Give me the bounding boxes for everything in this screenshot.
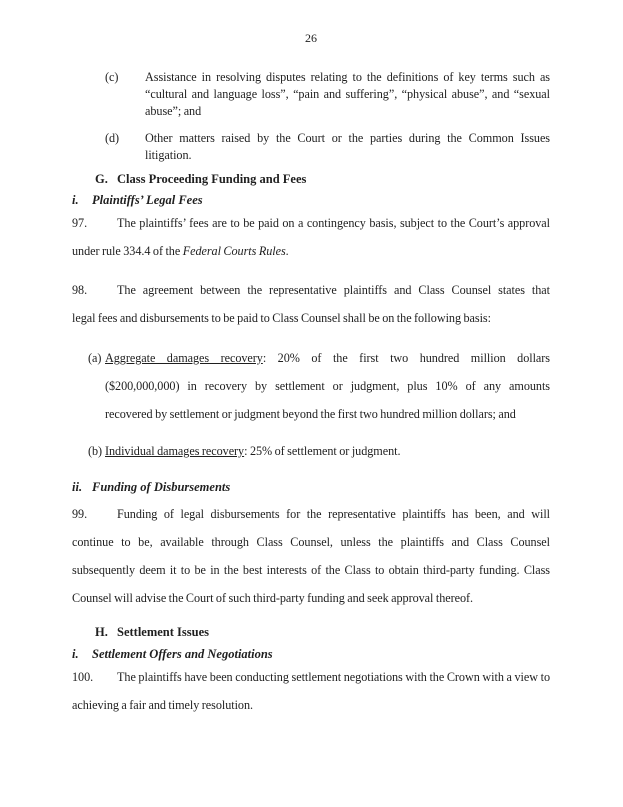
paragraph-97-number: 97. — [72, 216, 88, 230]
list-item-b-line — [88, 437, 550, 465]
list-item-c — [105, 69, 550, 120]
paragraph-100-text: The plaintiffs have been conducting settlement negotiations with the Crown with a view to — [117, 670, 550, 684]
paragraph-97-line — [72, 237, 550, 265]
paragraph-98-line: legal fees and disbursements to be paid to Class Counsel shall be on the following basis: — [72, 311, 491, 325]
list-item-a-label: (a) — [88, 351, 102, 365]
paragraph-98 — [72, 276, 550, 332]
list-item-d-text: Other matters raised by the Court or the parties during the Common Issues — [145, 131, 550, 145]
paragraph-97-citation-italic: Federal Courts Rules — [182, 244, 286, 258]
list-item-c-line — [105, 69, 550, 86]
section-heading-g-text: Class Proceeding Funding and Fees — [117, 172, 307, 186]
paragraph-100-line — [72, 663, 550, 691]
list-item-d — [105, 130, 550, 164]
section-heading-h-text: Settlement Issues — [117, 625, 210, 639]
paragraph-100 — [72, 663, 550, 719]
list-item-a — [88, 344, 550, 428]
section-heading-g — [95, 170, 550, 188]
list-item-c-label: (c) — [105, 70, 119, 84]
paragraph-99-number: 99. — [72, 507, 88, 521]
subsection-heading-settlement-offers — [72, 645, 550, 663]
paragraph-98-text: The agreement between the representative plaintiffs and Class Counsel states that — [117, 283, 550, 297]
page-number: 26 — [305, 31, 317, 45]
paragraph-97-line — [72, 209, 550, 237]
list-item-b-label: (b) — [88, 444, 103, 458]
section-heading-h-label: H. — [95, 625, 108, 639]
list-item-a-line: ($200,000,000) in recovery by settlement or judgment, plus 10% of any amounts — [105, 379, 550, 393]
paragraph-100-number: 100. — [72, 670, 94, 684]
paragraph-99-line — [72, 500, 550, 528]
paragraph-97-text: under rule 334.4 of the — [72, 244, 183, 258]
section-heading-h — [95, 623, 550, 641]
subsection-heading-plaintiffs-legal-fees-text: Plaintiffs’ Legal Fees — [92, 193, 203, 207]
list-item-b-text: : 25% of settlement or judgment. — [244, 444, 401, 458]
list-item-a-line — [88, 344, 550, 372]
subsection-heading-funding-of-disbursements-text: Funding of Disbursements — [92, 480, 231, 494]
subsection-heading-funding-of-disbursements — [72, 478, 550, 496]
paragraph-98-number: 98. — [72, 283, 88, 297]
paragraph-97 — [72, 209, 550, 265]
subsection-heading-settlement-offers-text: Settlement Offers and Negotiations — [92, 647, 273, 661]
paragraph-97-text: The plaintiffs’ fees are to be paid on a contingency basis, subject to the Court’s approval — [117, 216, 550, 230]
subsection-heading-plaintiffs-legal-fees-label: i. — [72, 193, 79, 207]
list-item-d-line: litigation. — [145, 148, 192, 162]
list-item-a-line: recovered by settlement or judgment beyond the first two hundred million dollars; and — [105, 407, 516, 421]
paragraph-99-line: subsequently deem it to be in the best interests of the Class to obtain third-party funding. Class — [72, 563, 550, 577]
paragraph-99 — [72, 500, 550, 612]
list-item-d-line — [105, 130, 550, 147]
list-item-a-underlined-term: Aggregate damages recovery — [105, 351, 263, 365]
list-item-c-text: Assistance in resolving disputes relating to the definitions of key terms such as — [145, 70, 550, 84]
paragraph-100-line: achieving a fair and timely resolution. — [72, 698, 254, 712]
paragraph-97-text: . — [285, 244, 289, 258]
paragraph-98-line — [72, 276, 550, 304]
list-item-b-underlined-term: Individual damages recovery — [105, 444, 245, 458]
paragraph-99-line: continue to be, available through Class Counsel, unless the plaintiffs and Class Counsel — [72, 535, 550, 549]
list-item-b — [88, 437, 550, 465]
list-item-c-line: abuse”; and — [145, 104, 202, 118]
section-heading-g-label: G. — [95, 172, 108, 186]
subsection-heading-funding-of-disbursements-label: ii. — [72, 480, 83, 494]
paragraph-99-line: Counsel will advise the Court of such third-party funding and seek approval thereof. — [72, 591, 474, 605]
list-item-c-line: “cultural and language loss”, “pain and suffering”, “physical abuse”, and “sexual — [145, 87, 550, 101]
list-item-d-label: (d) — [105, 131, 120, 145]
subsection-heading-settlement-offers-label: i. — [72, 647, 79, 661]
subsection-heading-plaintiffs-legal-fees — [72, 191, 550, 209]
list-item-a-text: : 20% of the first two hundred million dollars — [262, 351, 550, 365]
paragraph-99-text: Funding of legal disbursements for the representative plaintiffs has been, and will — [117, 507, 550, 521]
